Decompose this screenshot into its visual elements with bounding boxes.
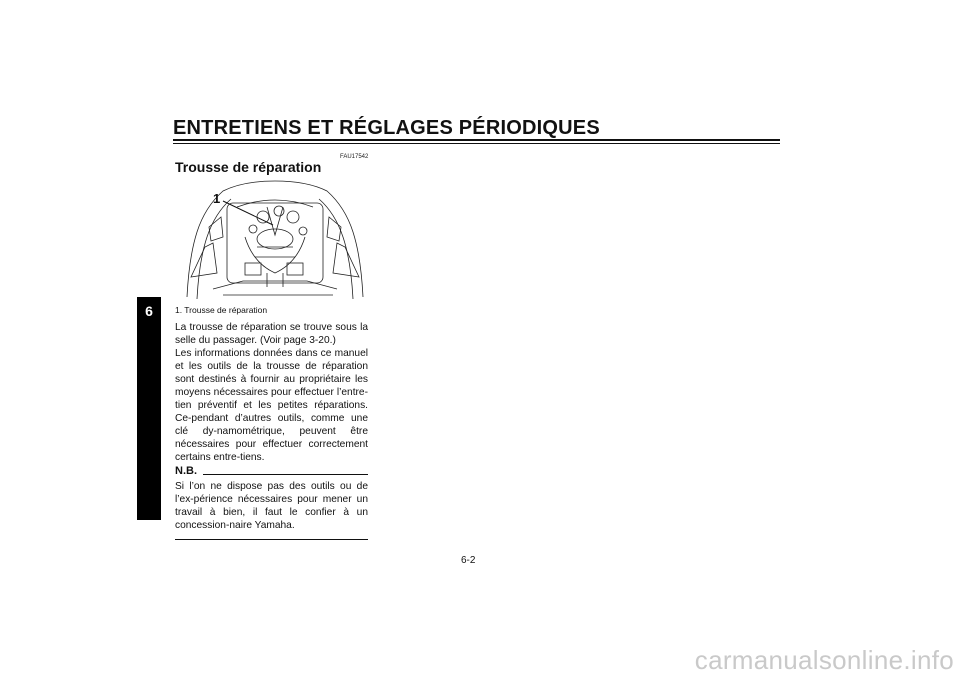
- repair-kit-illustration: [183, 177, 365, 303]
- figure-caption: 1. Trousse de réparation: [175, 305, 268, 315]
- header-rule-thick: [173, 139, 780, 141]
- watermark: carmanualsonline.info: [694, 645, 954, 675]
- body-text: [175, 321, 368, 465]
- chapter-tab-number: 6: [145, 303, 153, 319]
- header-rule-thin: [173, 143, 780, 144]
- note-text: Si l’on ne dispose pas des outils ou de l’ex-périence nécessaires pour mener un travail à bien, il faut le confier à un concession-naire Yamaha.: [175, 481, 368, 532]
- chapter-tab: [137, 297, 161, 520]
- note-heading: N.B.: [175, 465, 197, 477]
- note-end-rule: [175, 539, 368, 540]
- figure-callout-1: 1: [213, 191, 221, 206]
- section-code: FAU17542: [340, 154, 369, 160]
- section-title: Trousse de réparation: [175, 159, 322, 175]
- page-number: 6-2: [461, 555, 476, 566]
- chapter-title: ENTRETIENS ET RÉGLAGES PÉRIODIQUES: [173, 117, 600, 139]
- note-heading-rule: [203, 474, 368, 475]
- body-paragraph-1: La trousse de réparation se trouve sous la selle du passager. (Voir page 3-20.): [175, 322, 368, 347]
- body-paragraph-2: Les informations données dans ce manuel et les outils de la trousse de réparation sont destinés à fournir au propriétaire les moyens nécessaires pour effectuer l’entre-tien préventif et les petites réparations. Ce-pendant d’autres outils, comme une clé dy-namométrique, peuvent être nécessaires pour effectuer correctement certains entre-tiens.: [175, 348, 368, 464]
